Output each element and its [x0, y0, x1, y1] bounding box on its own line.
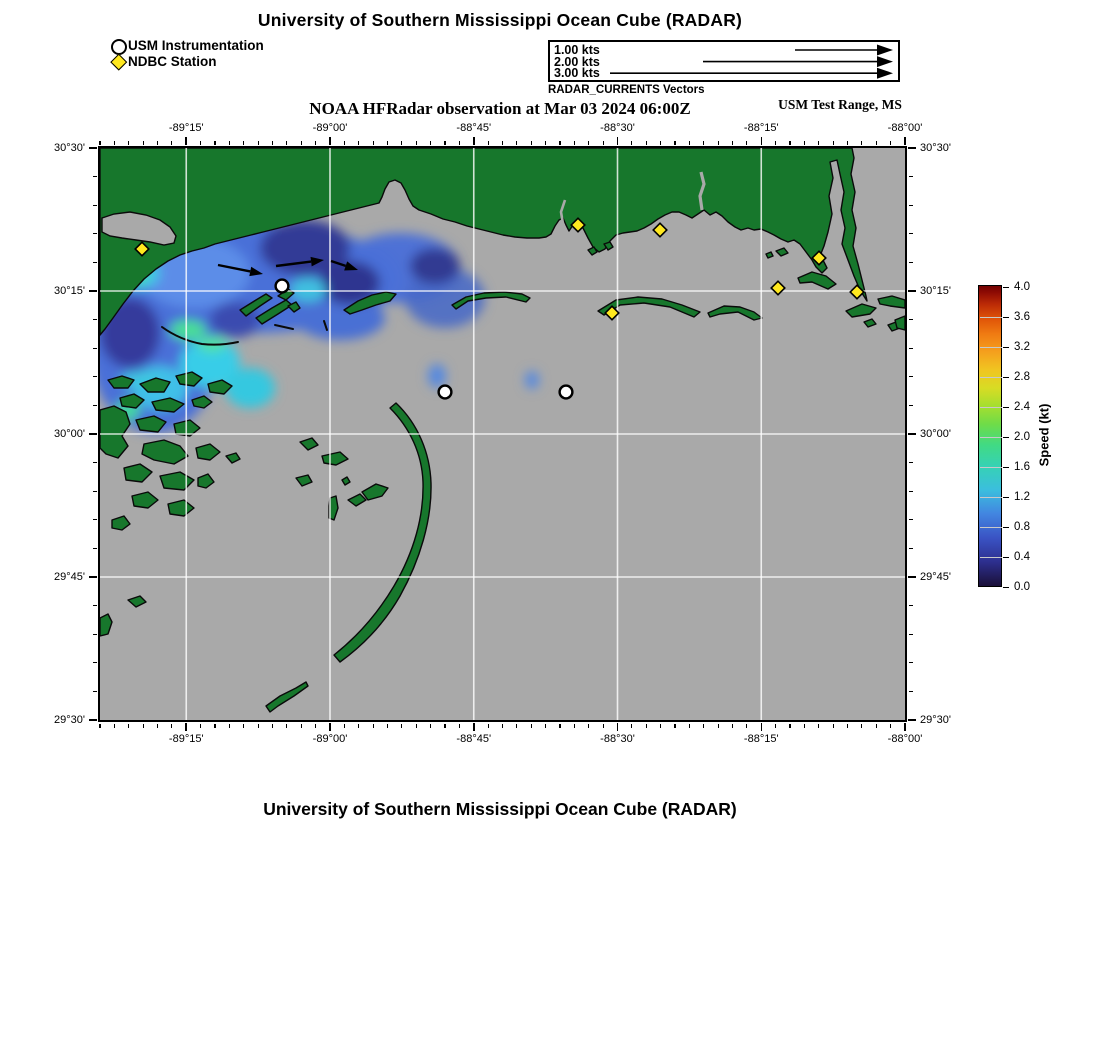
axis-tick [909, 662, 913, 663]
colorbar-tick-label: 0.4 [1014, 551, 1030, 564]
colorbar-title: Speed (kt) [1036, 403, 1052, 467]
axis-tick [185, 723, 187, 731]
lon-tick-label-bottom: -88°00' [887, 733, 923, 745]
axis-tick [243, 141, 244, 145]
axis-tick [128, 141, 129, 145]
axis-tick [272, 724, 273, 728]
colorbar-gridline [980, 377, 1002, 379]
axis-tick [909, 462, 913, 463]
axis-tick [909, 519, 913, 520]
axis-tick [488, 141, 489, 145]
axis-tick [909, 262, 913, 263]
colorbar-tick [1003, 407, 1009, 409]
axis-tick [502, 724, 503, 728]
colorbar-tick-label: 2.8 [1014, 371, 1030, 384]
axis-tick [93, 548, 97, 549]
axis-tick [904, 137, 906, 145]
lon-tick-label-bottom: -89°15' [168, 733, 204, 745]
axis-tick [344, 724, 345, 728]
axis-tick [909, 605, 913, 606]
colorbar-tick [1003, 287, 1009, 289]
lat-tick-label-left: 29°30' [54, 714, 85, 726]
axis-tick [416, 141, 417, 145]
axis-tick [373, 141, 374, 145]
axis-tick [89, 147, 97, 149]
axis-tick [93, 233, 97, 234]
axis-tick [876, 141, 877, 145]
axis-tick [93, 176, 97, 177]
axis-tick [430, 141, 431, 145]
colorbar-tick [1003, 557, 1009, 559]
colorbar-gridline [980, 527, 1002, 529]
axis-tick [157, 141, 158, 145]
axis-tick [444, 724, 445, 728]
vector-scale-caption: RADAR_CURRENTS Vectors [548, 84, 705, 96]
colorbar-gridline [980, 437, 1002, 439]
axis-tick [258, 141, 259, 145]
axis-tick [93, 262, 97, 263]
axis-tick [909, 176, 913, 177]
lat-tick-label-right: 30°15' [920, 285, 951, 297]
test-range-label: USM Test Range, MS [778, 97, 902, 112]
colorbar-tick-label: 1.6 [1014, 461, 1030, 474]
axis-tick [301, 724, 302, 728]
vector-scale-box [548, 40, 900, 82]
axis-tick [789, 141, 790, 145]
colorbar-tick-label: 2.0 [1014, 431, 1030, 444]
colorbar-tick-label: 4.0 [1014, 281, 1030, 294]
axis-tick [286, 141, 287, 145]
axis-tick [93, 662, 97, 663]
axis-tick [531, 724, 532, 728]
axis-tick [114, 141, 115, 145]
axis-tick [387, 141, 388, 145]
axis-tick [646, 141, 647, 145]
axis-tick [93, 319, 97, 320]
map-graphics [100, 148, 905, 720]
usm-instrumentation-marker [276, 280, 289, 293]
axis-tick [99, 141, 100, 145]
usm-instrumentation-marker [439, 386, 452, 399]
axis-tick [603, 141, 604, 145]
axis-tick [559, 141, 560, 145]
lat-tick-label-right: 29°30' [920, 714, 951, 726]
axis-tick [909, 348, 913, 349]
axis-tick [200, 724, 201, 728]
axis-tick [775, 724, 776, 728]
axis-tick [401, 141, 402, 145]
axis-tick [229, 724, 230, 728]
axis-tick [876, 724, 877, 728]
axis-tick [908, 147, 916, 149]
lat-tick-label-right: 29°45' [920, 571, 951, 583]
axis-tick [631, 141, 632, 145]
axis-tick [430, 724, 431, 728]
axis-tick [761, 723, 763, 731]
axis-tick [909, 233, 913, 234]
map-frame [54, 122, 951, 745]
axis-tick [329, 723, 331, 731]
colorbar-tick-label: 0.0 [1014, 581, 1030, 594]
axis-tick [890, 724, 891, 728]
colorbar-tick [1003, 347, 1009, 349]
axis-tick [909, 634, 913, 635]
axis-tick [660, 724, 661, 728]
axis-tick [818, 724, 819, 728]
axis-tick [847, 724, 848, 728]
axis-tick [272, 141, 273, 145]
usm-instrumentation-label: USM Instrumentation [128, 38, 264, 53]
usm-instrumentation-icon [111, 39, 127, 55]
colorbar-tick-label: 1.2 [1014, 491, 1030, 504]
axis-tick [387, 724, 388, 728]
axis-tick [143, 141, 144, 145]
axis-tick [908, 290, 916, 292]
axis-tick [861, 141, 862, 145]
axis-tick [93, 605, 97, 606]
axis-tick [718, 141, 719, 145]
axis-tick [908, 719, 916, 721]
axis-tick [689, 724, 690, 728]
axis-tick [617, 723, 619, 731]
lon-tick-label-top: -88°45' [456, 122, 492, 134]
axis-tick [329, 137, 331, 145]
axis-tick [908, 433, 916, 435]
colorbar-gridline [980, 557, 1002, 559]
lon-tick-label-top: -88°30' [600, 122, 635, 134]
axis-tick [373, 724, 374, 728]
usm-instrumentation-marker [560, 386, 573, 399]
axis-tick [315, 724, 316, 728]
axis-tick [286, 724, 287, 728]
vector-scale-row-label: 3.00 kts [554, 66, 600, 81]
footer-title: University of Southern Mississippi Ocean Cube (RADAR) [263, 799, 737, 819]
axis-tick [114, 724, 115, 728]
lon-tick-label-top: -89°15' [168, 122, 204, 134]
axis-tick [502, 141, 503, 145]
axis-tick [444, 141, 445, 145]
axis-tick [459, 724, 460, 728]
axis-tick [93, 205, 97, 206]
vector-scale-row-label: 1.00 kts [554, 43, 600, 57]
axis-tick [89, 290, 97, 292]
colorbar-gridline [980, 347, 1002, 349]
axis-tick [703, 141, 704, 145]
axis-tick [89, 576, 97, 578]
colorbar-gridline [980, 467, 1002, 469]
colorbar-tick [1003, 587, 1009, 589]
axis-tick [344, 141, 345, 145]
axis-tick [674, 141, 675, 145]
axis-tick [459, 141, 460, 145]
axis-tick [674, 724, 675, 728]
axis-tick [559, 724, 560, 728]
ndbc-station-label: NDBC Station [128, 54, 217, 69]
axis-tick [358, 724, 359, 728]
axis-tick [200, 141, 201, 145]
axis-tick [93, 405, 97, 406]
lon-tick-label-bottom: -88°45' [456, 733, 492, 745]
axis-tick [890, 141, 891, 145]
colorbar-tick-label: 0.8 [1014, 521, 1030, 534]
axis-tick [301, 141, 302, 145]
lat-tick-label-right: 30°30' [920, 142, 951, 154]
colorbar-tick [1003, 467, 1009, 469]
colorbar-tick-label: 3.6 [1014, 311, 1030, 324]
axis-tick [488, 724, 489, 728]
axis-tick [93, 348, 97, 349]
lat-tick-label-left: 30°30' [54, 142, 85, 154]
axis-tick [804, 724, 805, 728]
axis-tick [631, 724, 632, 728]
axis-tick [89, 433, 97, 435]
axis-tick [93, 634, 97, 635]
axis-tick [909, 491, 913, 492]
lon-tick-label-top: -89°00' [312, 122, 348, 134]
axis-tick [861, 724, 862, 728]
axis-tick [171, 141, 172, 145]
axis-tick [93, 491, 97, 492]
colorbar-tick [1003, 437, 1009, 439]
ndbc-station-icon [113, 56, 125, 68]
lon-tick-label-top: -88°15' [743, 122, 779, 134]
axis-tick [243, 724, 244, 728]
axis-tick [574, 141, 575, 145]
colorbar-tick-label: 3.2 [1014, 341, 1030, 354]
axis-tick [214, 141, 215, 145]
axis-tick [909, 376, 913, 377]
axis-tick [574, 724, 575, 728]
lon-tick-label-bottom: -88°15' [743, 733, 779, 745]
page-title: University of Southern Mississippi Ocean Cube (RADAR) [257, 10, 743, 30]
axis-tick [909, 319, 913, 320]
colorbar-tick [1003, 527, 1009, 529]
axis-tick [588, 141, 589, 145]
axis-tick [703, 724, 704, 728]
vector-scale-arrows [550, 42, 898, 80]
lat-tick-label-left: 30°15' [54, 285, 85, 297]
axis-tick [732, 724, 733, 728]
axis-tick [689, 141, 690, 145]
axis-tick [185, 137, 187, 145]
axis-tick [128, 724, 129, 728]
axis-tick [660, 141, 661, 145]
axis-tick [746, 724, 747, 728]
axis-tick [93, 691, 97, 692]
axis-tick [746, 141, 747, 145]
axis-tick [516, 141, 517, 145]
map-area [100, 148, 905, 720]
lat-tick-label-left: 29°45' [54, 571, 85, 583]
axis-tick [775, 141, 776, 145]
colorbar-tick-label: 2.4 [1014, 401, 1030, 414]
axis-tick [818, 141, 819, 145]
colorbar-gridline [980, 317, 1002, 319]
axis-tick [516, 724, 517, 728]
axis-tick [93, 376, 97, 377]
axis-tick [617, 137, 619, 145]
axis-tick [401, 724, 402, 728]
axis-tick [804, 141, 805, 145]
axis-tick [229, 141, 230, 145]
vector-scale-row-label: 2.00 kts [554, 54, 600, 69]
axis-tick [315, 141, 316, 145]
axis-tick [732, 141, 733, 145]
speed-colorbar [978, 281, 1098, 595]
lon-tick-label-bottom: -88°30' [600, 733, 635, 745]
axis-tick [789, 724, 790, 728]
axis-tick [93, 519, 97, 520]
axis-tick [909, 405, 913, 406]
axis-tick [718, 724, 719, 728]
axis-tick [909, 205, 913, 206]
axis-tick [761, 137, 763, 145]
lat-tick-label-left: 30°00' [54, 428, 85, 440]
axis-tick [847, 141, 848, 145]
colorbar-tick [1003, 497, 1009, 499]
axis-tick [214, 724, 215, 728]
axis-tick [531, 141, 532, 145]
lat-tick-label-right: 30°00' [920, 428, 951, 440]
axis-tick [833, 724, 834, 728]
axis-tick [171, 724, 172, 728]
axis-tick [99, 724, 100, 728]
colorbar-tick [1003, 377, 1009, 379]
colorbar-tick [1003, 317, 1009, 319]
axis-tick [258, 724, 259, 728]
axis-tick [588, 724, 589, 728]
colorbar-gridline [980, 407, 1002, 409]
axis-tick [416, 724, 417, 728]
axis-tick [545, 724, 546, 728]
axis-tick [909, 548, 913, 549]
axis-tick [646, 724, 647, 728]
axis-tick [545, 141, 546, 145]
axis-tick [157, 724, 158, 728]
lon-tick-label-bottom: -89°00' [312, 733, 348, 745]
colorbar-gridline [980, 497, 1002, 499]
axis-tick [358, 141, 359, 145]
axis-tick [909, 691, 913, 692]
observation-subtitle: NOAA HFRadar observation at Mar 03 2024 06:00Z [309, 99, 691, 118]
axis-tick [908, 576, 916, 578]
axis-tick [833, 141, 834, 145]
axis-tick [89, 719, 97, 721]
axis-tick [473, 723, 475, 731]
axis-tick [904, 723, 906, 731]
axis-tick [473, 137, 475, 145]
lon-tick-label-top: -88°00' [887, 122, 923, 134]
axis-tick [143, 724, 144, 728]
axis-tick [93, 462, 97, 463]
axis-tick [603, 724, 604, 728]
